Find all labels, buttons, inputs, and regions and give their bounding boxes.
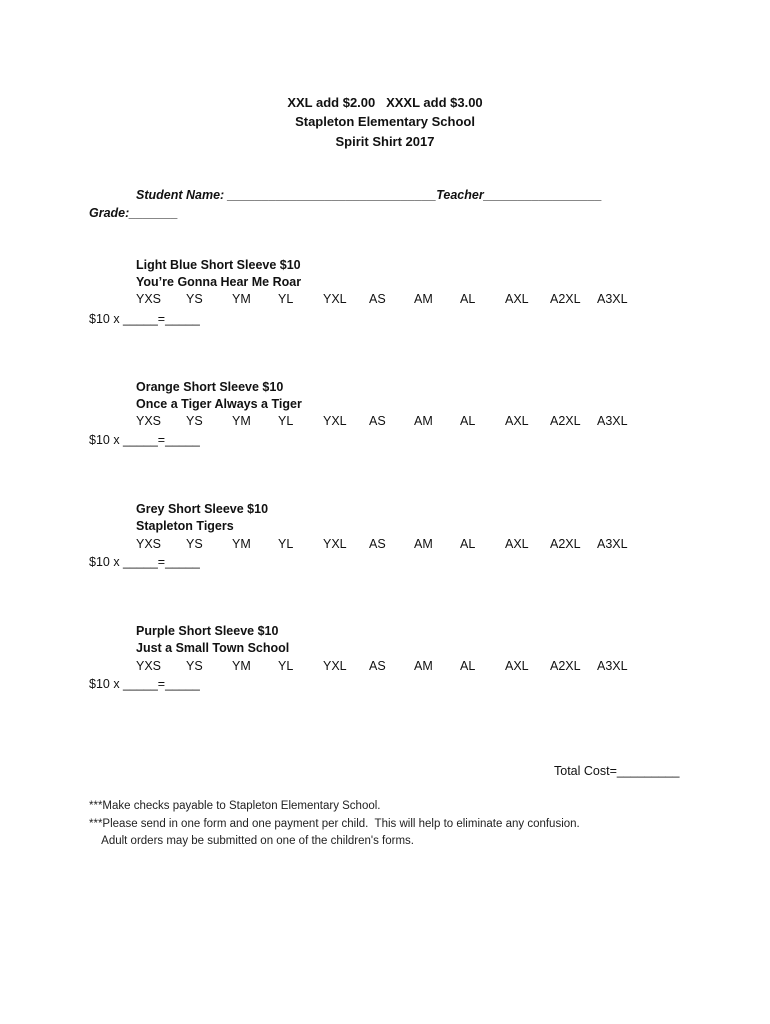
price-line: $10 x _____=_____ [89,555,200,569]
note-one-form: ***Please send in one form and one payment per child. This will help to eliminate any confusion. [89,818,580,830]
size-label-am: AM [414,292,433,306]
shirt-title: Grey Short Sleeve $10 [136,502,269,516]
size-label-as: AS [369,659,386,673]
shirt-title: Orange Short Sleeve $10 [136,380,284,394]
size-label-a2xl: A2XL [550,414,581,428]
size-label-al: AL [460,292,476,306]
shirt-slogan: Once a Tiger Always a Tiger [136,397,302,411]
form-title: Spirit Shirt 2017 [335,134,435,149]
size-label-axl: AXL [505,414,529,428]
shirt-title: Purple Short Sleeve $10 [136,624,279,638]
size-label-yxs: YXS [136,414,162,428]
total-cost: Total Cost=_________ [554,764,680,778]
size-label-a3xl: A3XL [597,292,628,306]
price-line: $10 x _____=_____ [89,433,200,447]
size-label-yxl: YXL [323,537,347,551]
size-label-ys: YS [186,537,203,551]
size-label-yxs: YXS [136,292,162,306]
size-label-yxl: YXL [323,292,347,306]
size-label-axl: AXL [505,659,529,673]
size-label-yxl: YXL [323,414,347,428]
size-label-yl: YL [278,537,294,551]
size-label-a2xl: A2XL [550,292,581,306]
shirt-slogan: Stapleton Tigers [136,519,234,533]
shirt-slogan: You’re Gonna Hear Me Roar [136,275,302,289]
student-teacher-line: Student Name: ______________________________Teacher_________________ [136,188,602,202]
grade-line: Grade:_______ [89,206,178,220]
size-label-a3xl: A3XL [597,659,628,673]
size-label-axl: AXL [505,292,529,306]
size-label-a2xl: A2XL [550,659,581,673]
school-name: Stapleton Elementary School [295,114,475,129]
size-label-a2xl: A2XL [550,537,581,551]
size-label-ys: YS [186,292,203,306]
note-adult-orders: Adult orders may be submitted on one of the children's forms. [89,835,414,847]
size-label-yxs: YXS [136,537,162,551]
size-label-yxs: YXS [136,659,162,673]
size-label-ym: YM [232,537,251,551]
shirt-slogan: Just a Small Town School [136,641,290,655]
note-checks-payable: ***Make checks payable to Stapleton Elementary School. [89,800,381,812]
size-label-ym: YM [232,414,251,428]
size-label-axl: AXL [505,537,529,551]
price-line: $10 x _____=_____ [89,312,200,326]
size-label-as: AS [369,292,386,306]
size-label-as: AS [369,537,386,551]
size-label-ys: YS [186,414,203,428]
size-label-yxl: YXL [323,659,347,673]
size-label-al: AL [460,537,476,551]
size-label-yl: YL [278,292,294,306]
size-label-as: AS [369,414,386,428]
size-label-al: AL [460,659,476,673]
size-label-al: AL [460,414,476,428]
size-label-am: AM [414,537,433,551]
size-label-a3xl: A3XL [597,537,628,551]
size-label-ym: YM [232,659,251,673]
size-label-a3xl: A3XL [597,414,628,428]
size-label-ym: YM [232,292,251,306]
size-label-am: AM [414,414,433,428]
size-label-am: AM [414,659,433,673]
price-line: $10 x _____=_____ [89,677,200,691]
size-label-ys: YS [186,659,203,673]
header-surcharge-line: XXL add $2.00 XXXL add $3.00 [287,95,483,110]
size-label-yl: YL [278,659,294,673]
shirt-title: Light Blue Short Sleeve $10 [136,258,301,272]
size-label-yl: YL [278,414,294,428]
